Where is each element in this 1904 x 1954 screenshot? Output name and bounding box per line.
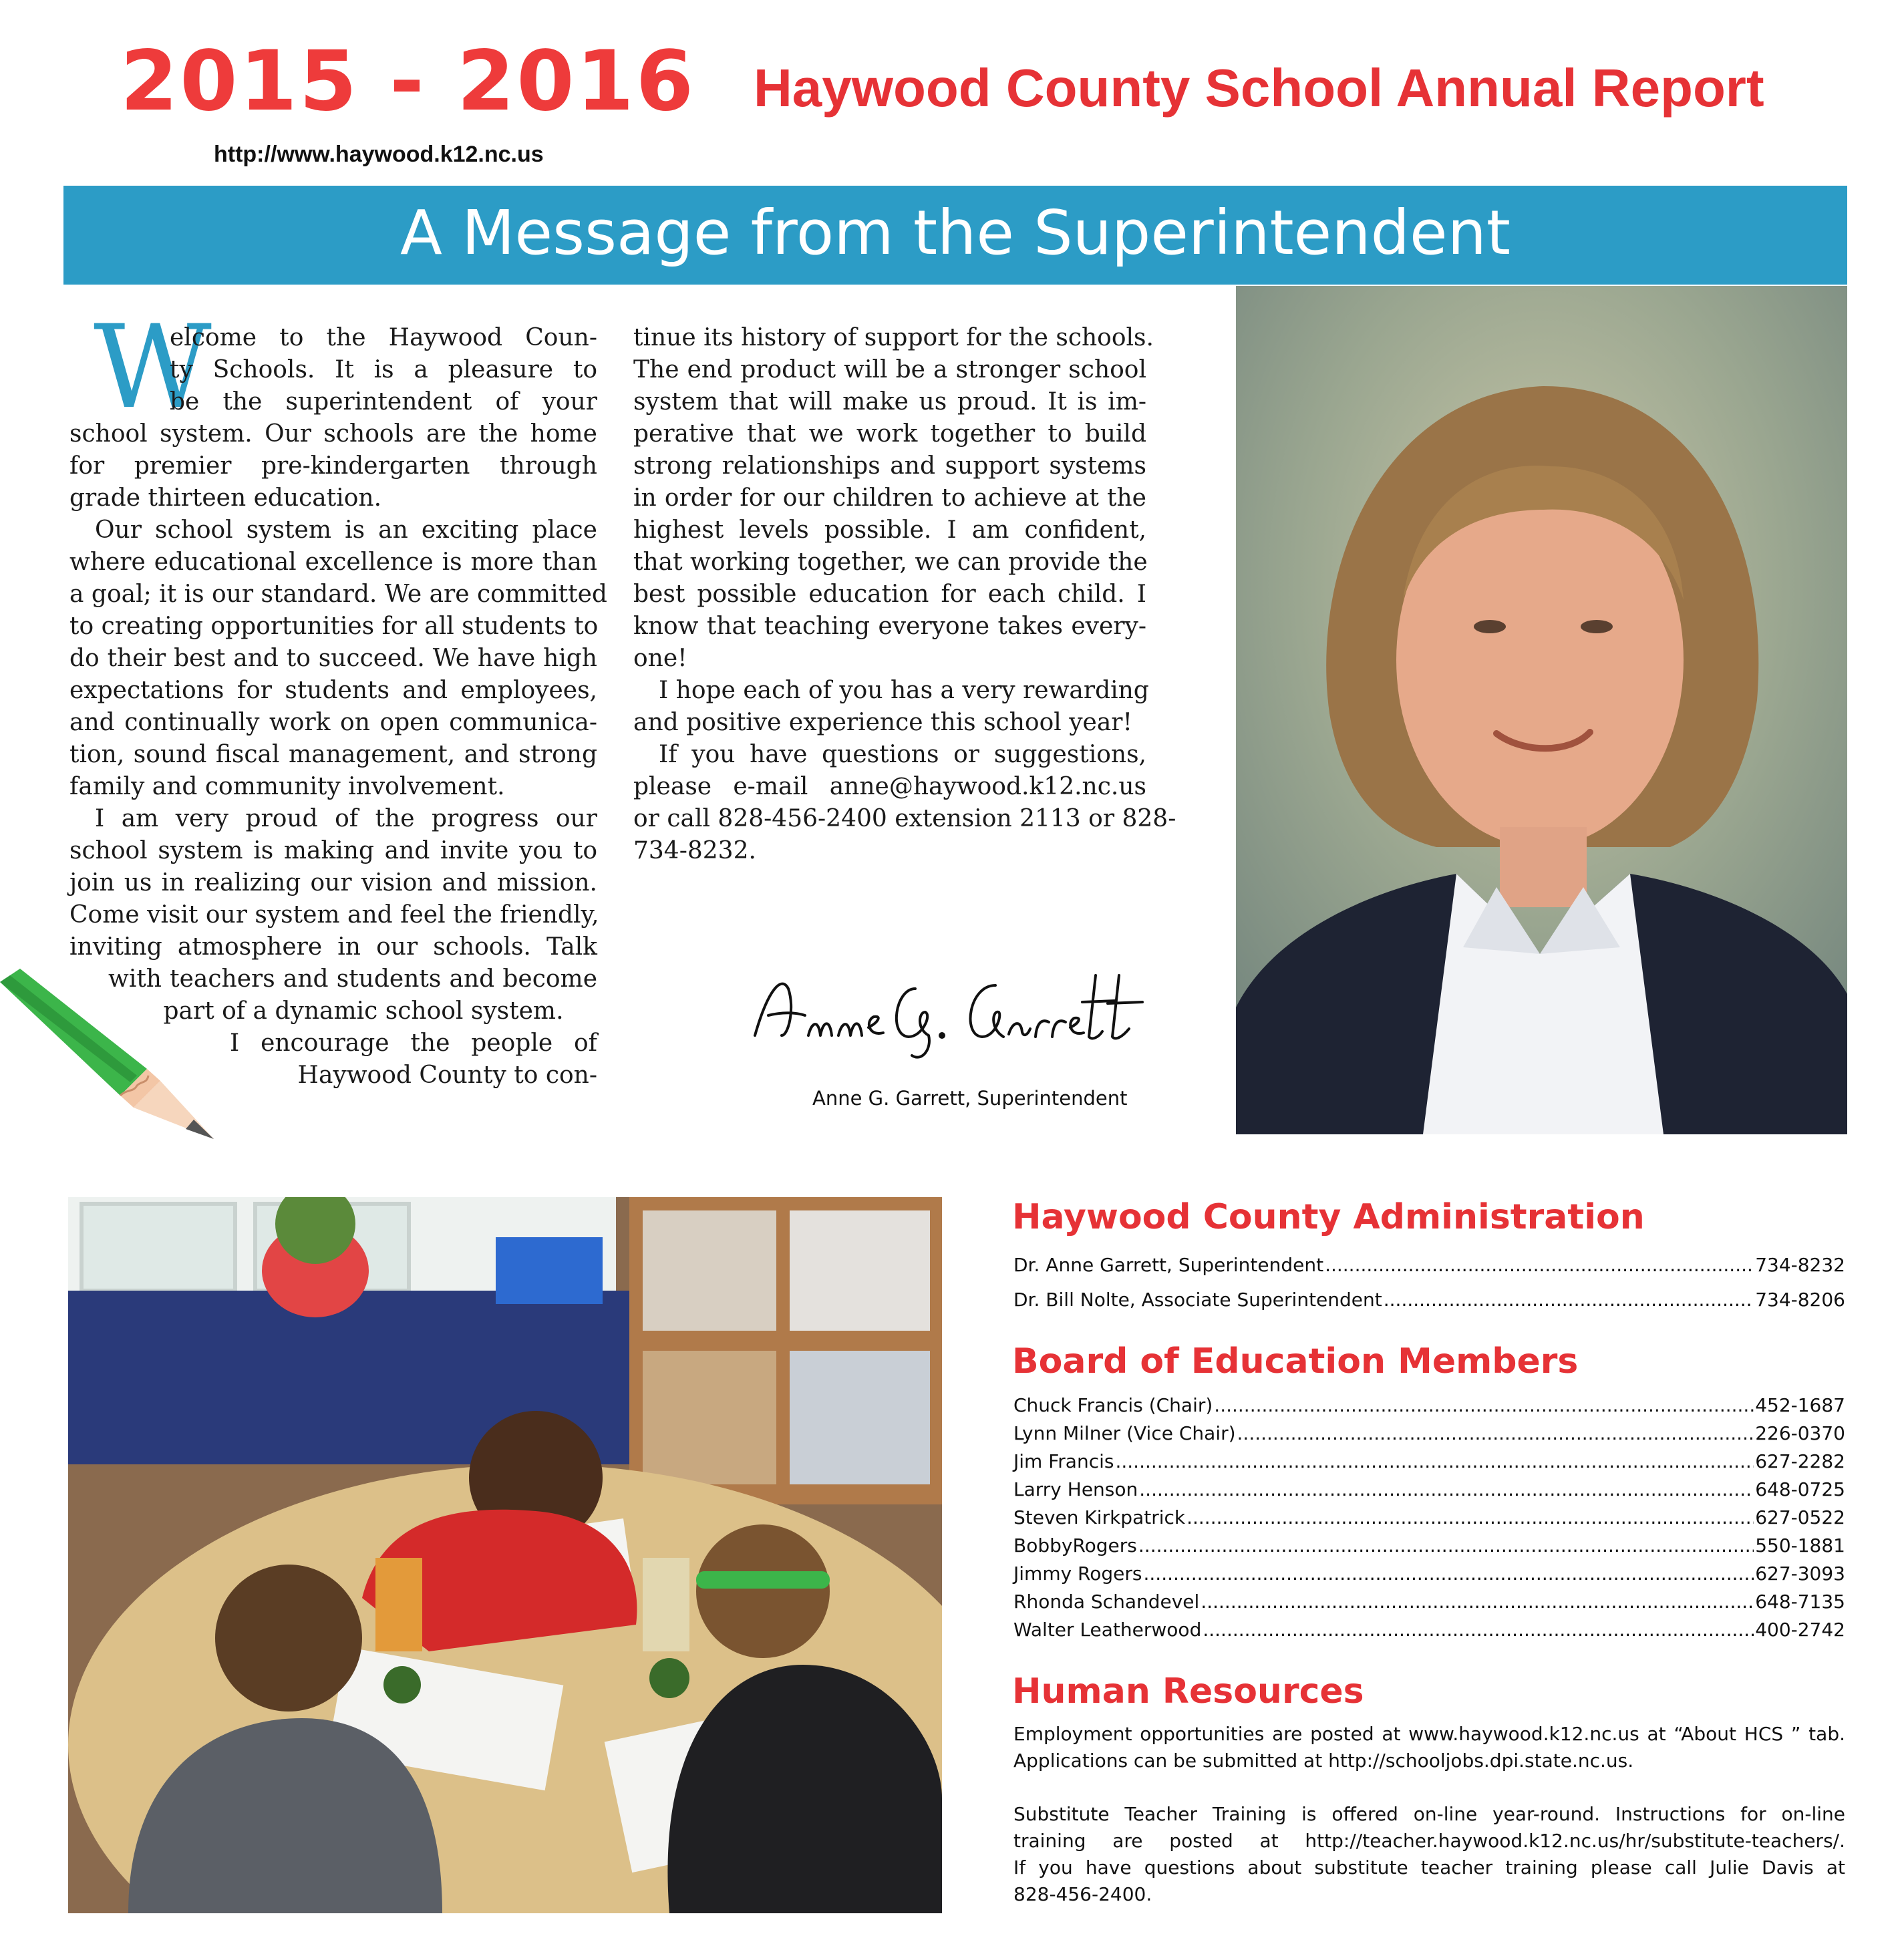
letter-line: for premier pre-kindergarten through <box>69 452 597 480</box>
letter-line: best possible education for each child. I <box>633 581 1146 608</box>
hr-line: Applications can be submitted at http://schooljobs.dpi.state.nc.us. <box>1013 1750 1634 1772</box>
contact-phone: 226-0370 <box>1755 1422 1845 1444</box>
website-url[interactable]: http://www.haywood.k12.nc.us <box>214 142 544 167</box>
list-item <box>1013 1591 1845 1619</box>
letter-line: highest levels possible. I am confident, <box>633 516 1146 544</box>
signature-caption: Anne G. Garrett, Superintendent <box>812 1087 1128 1110</box>
contact-name: BobbyRogers <box>1013 1534 1137 1557</box>
hr-line: Employment opportunities are posted at www.haywood.k12.nc.us at “About HCS ” tab. <box>1013 1723 1845 1745</box>
board-list <box>1013 1394 1845 1647</box>
signature-image <box>742 949 1156 1069</box>
contact-name: Chuck Francis (Chair) <box>1013 1394 1213 1416</box>
contact-name: Rhonda Schandevel <box>1013 1591 1200 1613</box>
contact-name: Dr. Anne Garrett, Superintendent <box>1013 1254 1324 1276</box>
administration-list <box>1013 1254 1845 1323</box>
letter-line: a goal; it is our standard. We are committed <box>69 581 607 608</box>
list-item <box>1013 1289 1845 1323</box>
hr-line: Substitute Teacher Training is offered on-line year-round. Instructions for on-line <box>1013 1803 1845 1825</box>
letter-line: one! <box>633 645 687 672</box>
letter-line: where educational excellence is more than <box>69 548 597 576</box>
contact-name: Lynn Milner (Vice Chair) <box>1013 1422 1236 1444</box>
letter-line: ty Schools. It is a pleasure to <box>170 356 597 383</box>
letter-line: and positive experience this school year! <box>633 709 1132 736</box>
letter-line: perative that we work together to build <box>633 420 1146 448</box>
classroom-photo <box>68 1197 942 1913</box>
letter-line: I encourage the people of <box>230 1029 597 1057</box>
letter-line: elcome to the Haywood Coun- <box>170 324 597 351</box>
letter-line: that working together, we can provide the <box>633 548 1148 576</box>
letter-line: Come visit our system and feel the friendly, <box>69 901 599 929</box>
list-item <box>1013 1394 1845 1422</box>
letter-line: and continually work on open communica- <box>69 709 597 736</box>
letter-line: school system. Our schools are the home <box>69 420 597 448</box>
letter-line: The end product will be a stronger school <box>633 356 1146 383</box>
letter-line: I hope each of you has a very rewarding <box>659 677 1149 704</box>
list-item <box>1013 1422 1845 1450</box>
letter-line: please e-mail anne@haywood.k12.nc.us <box>633 773 1146 800</box>
list-item <box>1013 1506 1845 1534</box>
board-heading: Board of Education Members <box>1012 1341 1579 1381</box>
list-item <box>1013 1478 1845 1506</box>
banner-title: A Message from the Superintendent <box>400 197 1511 269</box>
letter-line: part of a dynamic school system. <box>163 997 564 1025</box>
hr-substitute-text <box>1013 1801 1845 1908</box>
drop-cap: W <box>94 300 212 434</box>
letter-line: or call 828-456-2400 extension 2113 or 828- <box>633 805 1176 832</box>
list-item <box>1013 1450 1845 1478</box>
list-item <box>1013 1619 1845 1647</box>
letter-line: with teachers and students and become <box>108 965 597 993</box>
letter-line: grade thirteen education. <box>69 484 382 512</box>
contact-phone: 550-1881 <box>1755 1534 1845 1557</box>
letter-line: know that teaching everyone takes every- <box>633 613 1146 640</box>
contact-name: Jimmy Rogers <box>1013 1563 1142 1585</box>
contact-phone: 734-8232 <box>1755 1254 1845 1276</box>
letter-line: 734-8232. <box>633 837 756 864</box>
letter-line: expectations for students and employees, <box>69 677 597 704</box>
letter-line: be the superintendent of your <box>170 388 597 416</box>
contact-name: Jim Francis <box>1013 1450 1114 1472</box>
letter-line: tinue its history of support for the schools. <box>633 324 1154 351</box>
letter-line: tion, sound fiscal management, and strong <box>69 741 597 768</box>
list-item <box>1013 1254 1845 1289</box>
letter-line: I am very proud of the progress our <box>95 805 597 832</box>
letter-line: school system is making and invite you to <box>69 837 597 864</box>
contact-name: Walter Leatherwood <box>1013 1619 1202 1641</box>
hr-line: If you have questions about substitute teacher training please call Julie Davis at <box>1013 1856 1845 1879</box>
letter-line: join us in realizing our vision and mission. <box>69 869 597 897</box>
pencil-icon <box>0 969 227 1156</box>
administration-heading: Haywood County Administration <box>1012 1197 1645 1237</box>
letter-line: strong relationships and support systems <box>633 452 1146 480</box>
letter-line: If you have questions or suggestions, <box>659 741 1146 768</box>
letter-line: Our school system is an exciting place <box>95 516 597 544</box>
list-item <box>1013 1534 1845 1563</box>
letter-line: do their best and to succeed. We have high <box>69 645 597 672</box>
contact-phone: 734-8206 <box>1755 1289 1845 1311</box>
letter-line: to creating opportunities for all students to <box>69 613 599 640</box>
hr-line: 828-456-2400. <box>1013 1883 1152 1905</box>
list-item <box>1013 1563 1845 1591</box>
report-title: Haywood County School Annual Report <box>754 58 1764 118</box>
contact-name: Dr. Bill Nolte, Associate Superintendent <box>1013 1289 1382 1311</box>
contact-phone: 627-3093 <box>1755 1563 1845 1585</box>
hr-line: training are posted at http://teacher.haywood.k12.nc.us/hr/substitute-teachers/. <box>1013 1830 1845 1852</box>
contact-phone: 400-2742 <box>1755 1619 1845 1641</box>
letter-line: system that will make us proud. It is im- <box>633 388 1146 416</box>
letter-line: in order for our children to achieve at the <box>633 484 1146 512</box>
contact-phone: 648-7135 <box>1755 1591 1845 1613</box>
letter-line: family and community involvement. <box>69 773 505 800</box>
section-banner <box>63 186 1847 285</box>
letter-line: inviting atmosphere in our schools. Talk <box>69 933 597 961</box>
contact-phone: 627-2282 <box>1755 1450 1845 1472</box>
contact-name: Larry Henson <box>1013 1478 1138 1500</box>
contact-name: Steven Kirkpatrick <box>1013 1506 1186 1528</box>
letter-line: Haywood County to con- <box>297 1062 597 1089</box>
contact-phone: 452-1687 <box>1755 1394 1845 1416</box>
letter-column-2 <box>633 322 1176 867</box>
contact-phone: 648-0725 <box>1755 1478 1845 1500</box>
report-year: 2015 - 2016 <box>120 33 696 130</box>
hr-heading: Human Resources <box>1012 1671 1364 1712</box>
superintendent-portrait <box>1236 286 1847 1134</box>
contact-phone: 627-0522 <box>1755 1506 1845 1528</box>
hr-employment-text <box>1013 1721 1845 1774</box>
